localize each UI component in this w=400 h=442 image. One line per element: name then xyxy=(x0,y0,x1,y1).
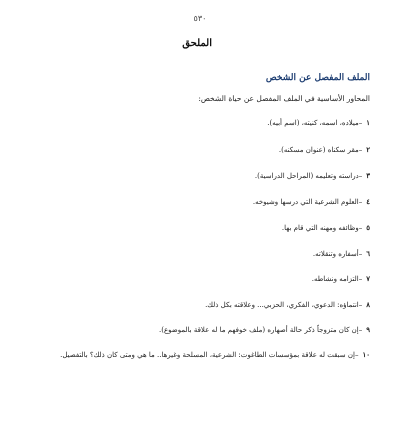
item-number: ٧ xyxy=(366,274,370,283)
item-text: –أسفاره وتنقلاته. xyxy=(312,250,363,258)
item-text: –مقر سكناه (عنوان مسكنه). xyxy=(278,146,363,154)
list-item xyxy=(255,171,370,180)
item-text: –وظائفه ومهنه التي قام بها. xyxy=(281,224,363,232)
intro-paragraph: المحاور الأساسية في الملف المفصل عن حياة الشخص: xyxy=(198,94,370,103)
item-number: ٥ xyxy=(366,223,370,232)
item-text: –إن سبقت له علاقة بمؤسسات الطاغوت: الشرعية، المسلحة وغيرها.. ما هي ومتى كان ذلك؟ بالتفصيل. xyxy=(60,351,359,359)
item-text: –ميلاده، اسمه، كنيته، (اسم أبيه). xyxy=(267,119,363,127)
item-text: –التزامه ونشاطه. xyxy=(311,275,363,283)
list-item xyxy=(282,223,370,232)
list-item xyxy=(60,350,370,359)
list-item xyxy=(279,145,370,154)
list-item xyxy=(313,249,370,258)
item-text: –العلوم الشرعية التي درسها وشيوخه. xyxy=(252,198,363,206)
list-item xyxy=(159,325,370,334)
item-number: ٦ xyxy=(366,249,370,258)
list-item xyxy=(253,197,370,206)
list-item xyxy=(312,274,370,283)
item-number: ٤ xyxy=(366,197,370,206)
list-item xyxy=(267,118,370,127)
item-number: ١ xyxy=(366,118,370,127)
item-text: –دراسته وتعليمه (المراحل الدراسية). xyxy=(254,172,363,180)
list-item xyxy=(205,300,370,309)
page-number: ٥٣٠ xyxy=(193,14,207,23)
item-text: –انتماؤه: الدعوي، الفكري، الحزبي... وعلاقته بكل ذلك. xyxy=(205,301,363,309)
item-number: ٨ xyxy=(366,300,370,309)
section-title: الملف المفصل عن الشخص xyxy=(265,73,370,83)
item-text: –إن كان متزوجاً ذكر حالة أصهاره (ملف خوفهم ما له علاقة بالموضوع). xyxy=(159,326,363,334)
item-number: ٣ xyxy=(366,171,370,180)
item-number: ٩ xyxy=(366,325,370,334)
item-number: ١٠ xyxy=(362,350,370,359)
item-number: ٢ xyxy=(366,145,370,154)
chapter-title: الملحق xyxy=(182,38,212,49)
